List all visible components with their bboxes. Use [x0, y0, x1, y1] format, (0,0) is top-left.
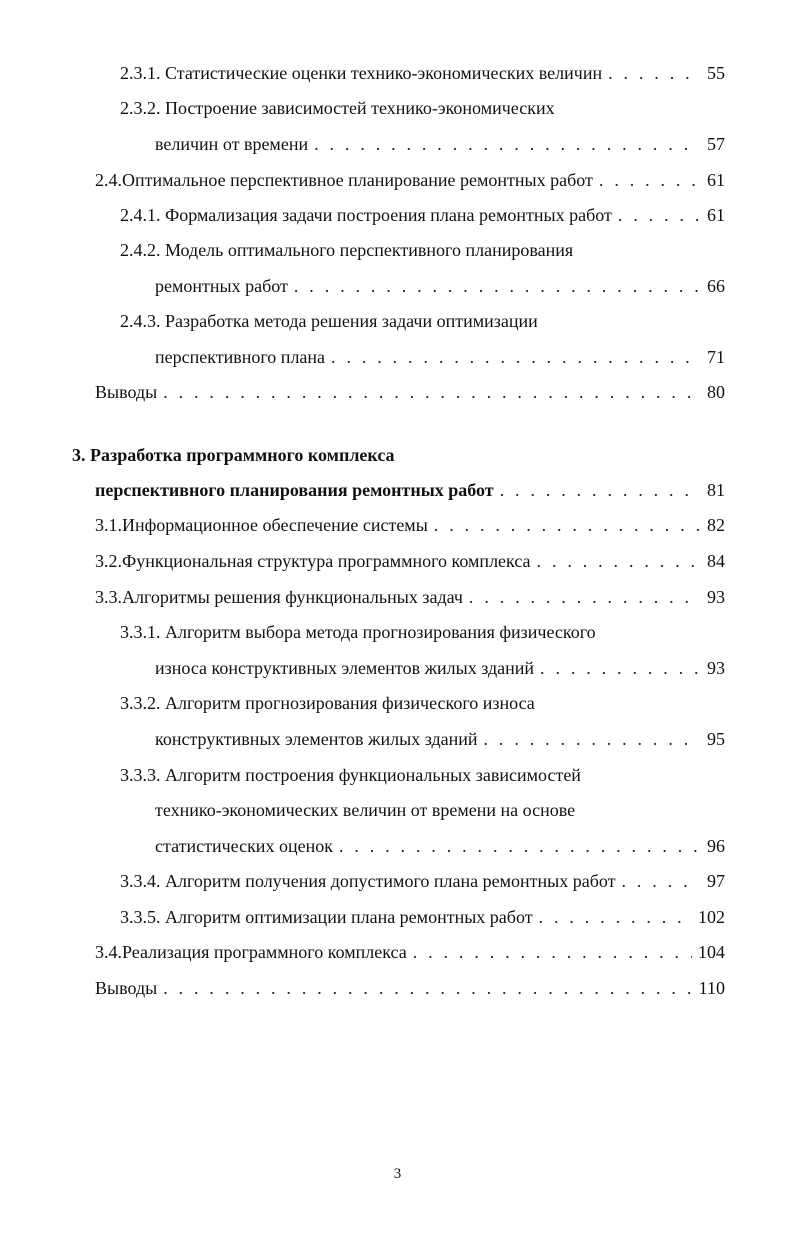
toc-entry-2-3-2-line1: 2.3.2. Построение зависимостей технико-экономических: [120, 98, 555, 118]
toc-entry-2-conclusions: [95, 379, 725, 405]
toc-leader-dots: [163, 975, 692, 1001]
toc-entry-3-3-2-line1: 3.3.2. Алгоритм прогнозирования физического износа: [120, 693, 535, 713]
toc-entry-3-3-2: [155, 726, 725, 752]
toc-leader-dots: [621, 868, 699, 894]
toc-entry-3-conclusions: [95, 975, 725, 1001]
toc-entry-title: величин от времени: [155, 134, 309, 154]
toc-leader-dots: [537, 548, 699, 574]
toc-entry-3-3: [95, 584, 725, 610]
toc-entry-page: 102: [698, 907, 725, 927]
toc-entry-page: 81: [707, 480, 725, 500]
toc-leader-dots: [294, 273, 699, 299]
toc-entry-page: 110: [698, 978, 725, 998]
toc-entry-title: 3.3.4. Алгоритм получения допустимого плана ремонтных работ: [120, 871, 616, 891]
toc-entry-title: Выводы: [95, 382, 158, 402]
toc-entry-page: 97: [707, 871, 725, 891]
toc-entry-3-3-5: [120, 904, 725, 930]
toc-entry-3-3-3: [155, 833, 725, 859]
toc-entry-3-3-1: [155, 655, 725, 681]
toc-entry-2-4-1: [120, 202, 725, 228]
toc-leader-dots: [500, 477, 699, 503]
toc-entry-page: 80: [707, 382, 725, 402]
toc-entry-page: 95: [707, 729, 725, 749]
toc-entry-title: Выводы: [95, 978, 158, 998]
toc-entry-page: 82: [707, 515, 725, 535]
toc-entry-page: 93: [707, 587, 725, 607]
toc-entry-3-1: [95, 512, 725, 538]
toc-entry-2-4: [95, 167, 725, 193]
toc-entry-title: 3.1.Информационное обеспечение системы: [95, 515, 428, 535]
toc-leader-dots: [539, 904, 692, 930]
toc-entry-title: 2.4.1. Формализация задачи построения плана ремонтных работ: [120, 205, 612, 225]
toc-entry-page: 57: [707, 134, 725, 154]
toc-entry-page: 61: [707, 170, 725, 190]
toc-entry-title: ремонтных работ: [155, 276, 288, 296]
toc-entry-title: 2.4.Оптимальное перспективное планирование ремонтных работ: [95, 170, 593, 190]
toc-entry-2-4-2-line1: 2.4.2. Модель оптимального перспективного планирования: [120, 240, 574, 260]
toc-leader-dots: [163, 379, 699, 405]
toc-leader-dots: [469, 584, 699, 610]
toc-leader-dots: [618, 202, 699, 228]
toc-entry-3-4: [95, 939, 725, 965]
toc-entry-title: конструктивных элементов жилых зданий: [155, 729, 478, 749]
toc-entry-3-3-3-line2: технико-экономических величин от времени на основе: [155, 800, 576, 820]
toc-entry-title: 3.3.Алгоритмы решения функциональных задач: [95, 587, 463, 607]
toc-entry-2-3-1: [120, 60, 725, 86]
toc-entry-page: 104: [698, 942, 725, 962]
toc-entry-page: 71: [707, 347, 725, 367]
toc-entry-3-3-4: [120, 868, 725, 894]
toc-leader-dots: [484, 726, 699, 752]
toc-entry-title: перспективного плана: [155, 347, 326, 367]
toc-entry-2-4-3-line1: 2.4.3. Разработка метода решения задачи оптимизации: [120, 311, 538, 331]
toc-entry-title: 2.3.1. Статистические оценки технико-экономических величин: [120, 63, 603, 83]
toc-entry-title: 3.2.Функциональная структура программного комплекса: [95, 551, 531, 571]
toc-leader-dots: [339, 833, 699, 859]
toc-leader-dots: [331, 344, 699, 370]
toc-leader-dots: [599, 167, 699, 193]
toc-entry-2-3-2: [155, 131, 725, 157]
toc-entry-3-2: [95, 548, 725, 574]
toc-entry-3-3-3-line1: 3.3.3. Алгоритм построения функциональных зависимостей: [120, 765, 581, 785]
toc-entry-page: 66: [707, 276, 725, 296]
toc-chapter-3-line1: 3. Разработка программного комплекса: [72, 445, 395, 465]
toc-entry-page: 96: [707, 836, 725, 856]
toc-entry-title: 3.3.5. Алгоритм оптимизации плана ремонтных работ: [120, 907, 533, 927]
toc-leader-dots: [434, 512, 699, 538]
page-number: 3: [393, 1166, 402, 1182]
toc-entry-3-3-1-line1: 3.3.1. Алгоритм выбора метода прогнозирования физического: [120, 622, 596, 642]
toc-entry-2-4-3: [155, 344, 725, 370]
toc-leader-dots: [540, 655, 699, 681]
toc-entry-title: перспективного планирования ремонтных работ: [95, 480, 494, 500]
toc-chapter-3: [95, 477, 725, 503]
toc-entry-title: 3.4.Реализация программного комплекса: [95, 942, 407, 962]
toc-entry-page: 55: [707, 63, 725, 83]
toc-entry-page: 84: [707, 551, 725, 571]
toc-leader-dots: [413, 939, 692, 965]
toc-entry-title: износа конструктивных элементов жилых зданий: [155, 658, 535, 678]
toc-entry-page: 93: [707, 658, 725, 678]
toc-leader-dots: [314, 131, 699, 157]
toc-entry-page: 61: [707, 205, 725, 225]
toc-entry-2-4-2: [155, 273, 725, 299]
toc-entry-title: статистических оценок: [155, 836, 333, 856]
toc-leader-dots: [608, 60, 699, 86]
